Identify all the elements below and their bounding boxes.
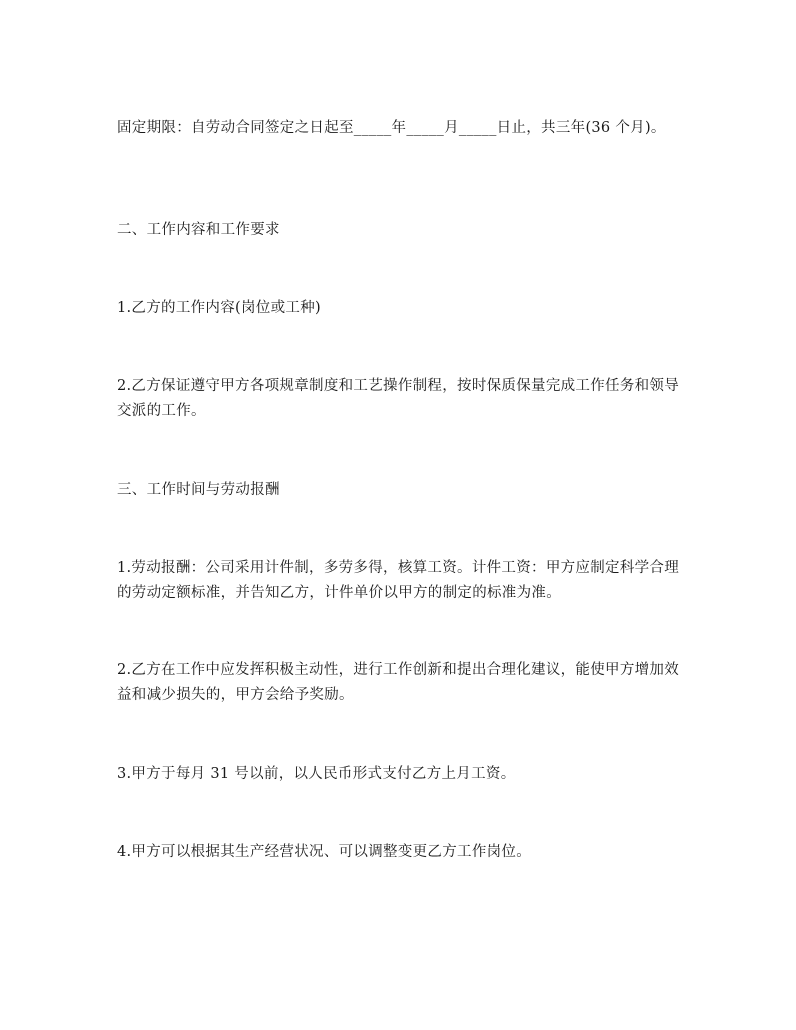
fixed-term-paragraph: 固定期限：自劳动合同签定之日起至_____年_____月_____日止，共三年(36 个月)。 [117, 120, 666, 136]
section-2-item-1: 1.乙方的工作内容(岗位或工种) [117, 300, 321, 316]
section-2-item-2: 2.乙方保证遵守甲方各项规章制度和工艺操作制程，按时保质保量完成工作任务和领导交派的工作。 [117, 378, 680, 419]
section-3-item-4: 4.甲方可以根据其生产经营状况、可以调整变更乙方工作岗位。 [117, 844, 532, 860]
section-3-item-2: 2.乙方在工作中应发挥积极主动性，进行工作创新和提出合理化建议，能使甲方增加效益和减少损失的，甲方会给予奖励。 [117, 662, 680, 703]
section-3-item-3: 3.甲方于每月 31 号以前，以人民币形式支付乙方上月工资。 [117, 766, 516, 782]
section-3-item-1: 1.劳动报酬：公司采用计件制，多劳多得，核算工资。计件工资：甲方应制定科学合理的劳动定额标准，并告知乙方，计件单价以甲方的制定的标准为准。 [117, 560, 680, 601]
section-3-heading: 三、工作时间与劳动报酬 [117, 482, 280, 498]
section-2-heading: 二、工作内容和工作要求 [117, 222, 280, 238]
